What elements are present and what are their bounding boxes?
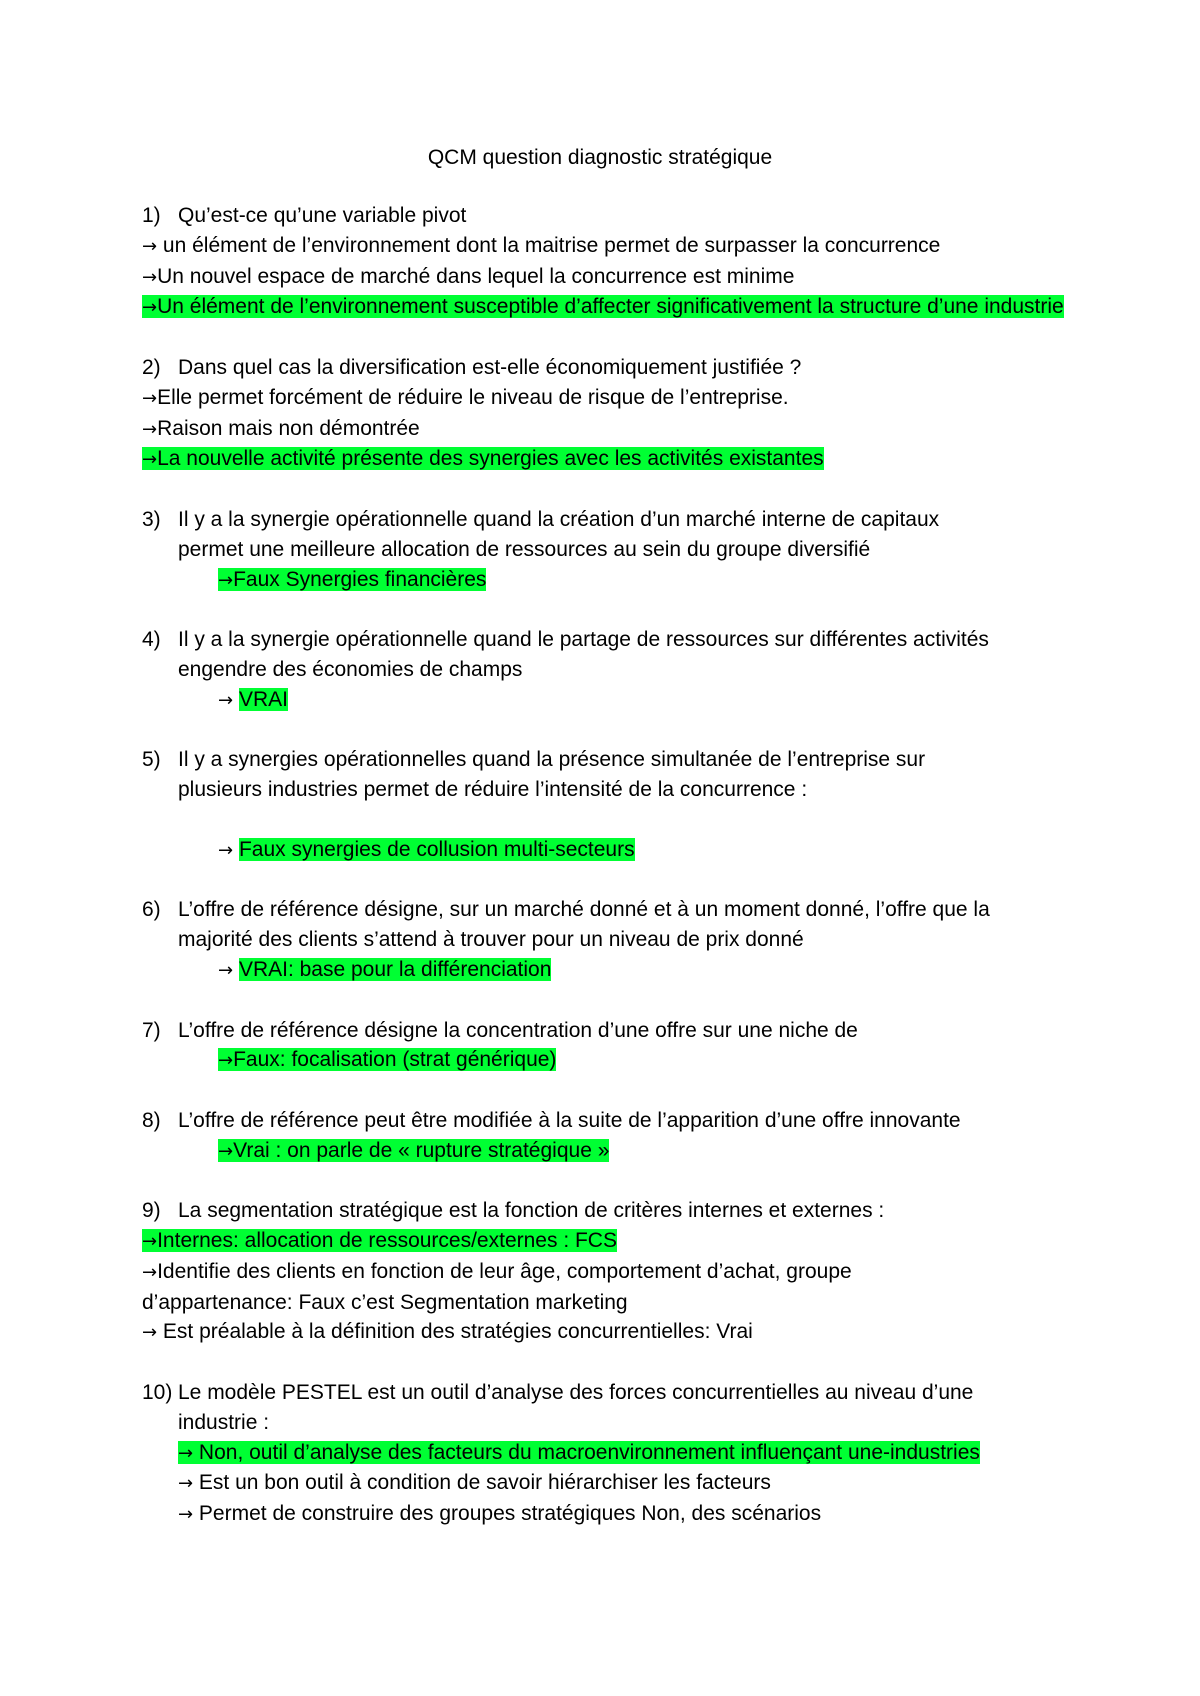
- arrow-icon: →: [218, 1050, 234, 1072]
- answer-option-correct: Internes: allocation de ressources/externes : FCS: [157, 1229, 617, 1253]
- question-3: [142, 505, 1072, 595]
- arrow-icon: →: [218, 839, 234, 861]
- arrow-icon: →: [142, 418, 158, 440]
- arrow-icon: →: [218, 689, 234, 711]
- question-text-continued: majorité des clients s’attend à trouver pour un niveau de prix donné: [178, 928, 804, 952]
- answer-option: un élément de l’environnement dont la maitrise permet de surpasser la concurrence: [157, 233, 941, 257]
- question-text: La segmentation stratégique est la fonction de critères internes et externes :: [178, 1199, 885, 1223]
- question-text-continued: engendre des économies de champs: [178, 657, 523, 681]
- answer-option: Est préalable à la définition des stratégies concurrentielles: Vrai: [157, 1320, 753, 1344]
- arrow-icon: →: [142, 449, 158, 471]
- arrow-icon: →: [178, 1442, 194, 1464]
- arrow-icon: →: [142, 1231, 158, 1253]
- arrow-icon: →: [142, 266, 158, 288]
- answer-option: Permet de construire des groupes stratégiques Non, des scénarios: [193, 1502, 822, 1526]
- question-text-continued: industrie :: [178, 1410, 270, 1434]
- answer-option: Elle permet forcément de réduire le niveau de risque de l’entreprise.: [157, 385, 789, 409]
- answer-correct: VRAI: [238, 687, 288, 711]
- answer-option-correct: Un élément de l’environnement susceptible d’affecter significativement la structure d’une industrie: [157, 295, 1064, 319]
- question-number: 6): [142, 898, 161, 922]
- arrow-icon: →: [218, 1140, 234, 1162]
- question-5: [142, 745, 1072, 865]
- question-text: L’offre de référence désigne la concentration d’une offre sur une niche de: [178, 1018, 858, 1042]
- question-number: 5): [142, 748, 161, 772]
- question-2: [142, 353, 1072, 475]
- question-text: L’offre de référence désigne, sur un marché donné et à un moment donné, l’offre que la: [178, 898, 990, 922]
- arrow-icon: →: [178, 1504, 194, 1526]
- question-10: [142, 1378, 1072, 1530]
- arrow-icon: →: [142, 1322, 158, 1344]
- answer-option: Un nouvel espace de marché dans lequel la concurrence est minime: [157, 264, 795, 288]
- answer-correct: Faux: focalisation (strat générique): [233, 1048, 557, 1072]
- question-number: 10): [142, 1381, 173, 1405]
- question-text: Il y a la synergie opérationnelle quand le partage de ressources sur différentes activités: [178, 628, 989, 652]
- question-text: Il y a synergies opérationnelles quand la présence simultanée de l’entreprise sur: [178, 748, 926, 772]
- answer-correct: Faux synergies de collusion multi-secteurs: [238, 837, 635, 861]
- answer-option-correct: La nouvelle activité présente des synergies avec les activités existantes: [157, 447, 824, 471]
- answer-option: Raison mais non démontrée: [157, 416, 420, 440]
- answer-option: Est un bon outil à condition de savoir hiérarchiser les facteurs: [193, 1471, 771, 1495]
- question-list: [142, 201, 1072, 1560]
- question-9: [142, 1196, 1072, 1348]
- question-7: [142, 1016, 1072, 1077]
- answer-correct: Vrai : on parle de « rupture stratégique »: [233, 1138, 610, 1162]
- question-text: Qu’est-ce qu’une variable pivot: [178, 204, 467, 227]
- arrow-icon: →: [142, 235, 158, 257]
- arrow-icon: →: [218, 569, 234, 591]
- question-text: Dans quel cas la diversification est-elle économiquement justifiée ?: [178, 355, 802, 379]
- question-number: 7): [142, 1018, 161, 1042]
- arrow-icon: →: [142, 297, 158, 319]
- question-number: 4): [142, 628, 161, 652]
- answer-correct: VRAI: base pour la différenciation: [238, 957, 552, 981]
- question-text-continued: plusieurs industries permet de réduire l’intensité de la concurrence :: [178, 778, 808, 802]
- question-number: 9): [142, 1199, 161, 1223]
- document-title: QCM question diagnostic stratégique: [427, 146, 773, 169]
- question-number: 1): [142, 204, 161, 227]
- question-text: Il y a la synergie opérationnelle quand la création d’un marché interne de capitaux: [178, 507, 940, 531]
- answer-option-correct: Non, outil d’analyse des facteurs du macroenvironnement influençant une-industries: [193, 1440, 980, 1464]
- arrow-icon: →: [142, 1261, 158, 1283]
- arrow-icon: →: [142, 387, 158, 409]
- question-1: [142, 201, 1072, 323]
- question-6: [142, 895, 1072, 985]
- arrow-icon: →: [178, 1473, 194, 1495]
- answer-correct: Faux Synergies financières: [233, 567, 487, 591]
- question-4: [142, 625, 1072, 715]
- question-text: L’offre de référence peut être modifiée à la suite de l’apparition d’une offre innovante: [178, 1108, 961, 1132]
- answer-option: Identifie des clients en fonction de leur âge, comportement d’achat, groupe d’appartenance: Faux c’est Segmentation marketing: [142, 1259, 852, 1314]
- question-8: [142, 1106, 1072, 1167]
- question-text-continued: permet une meilleure allocation de ressources au sein du groupe diversifié: [178, 537, 871, 561]
- question-text: Le modèle PESTEL est un outil d’analyse des forces concurrentielles au niveau d’une: [178, 1381, 974, 1405]
- question-number: 2): [142, 355, 161, 379]
- question-number: 8): [142, 1108, 161, 1132]
- question-number: 3): [142, 507, 161, 531]
- arrow-icon: →: [218, 959, 234, 981]
